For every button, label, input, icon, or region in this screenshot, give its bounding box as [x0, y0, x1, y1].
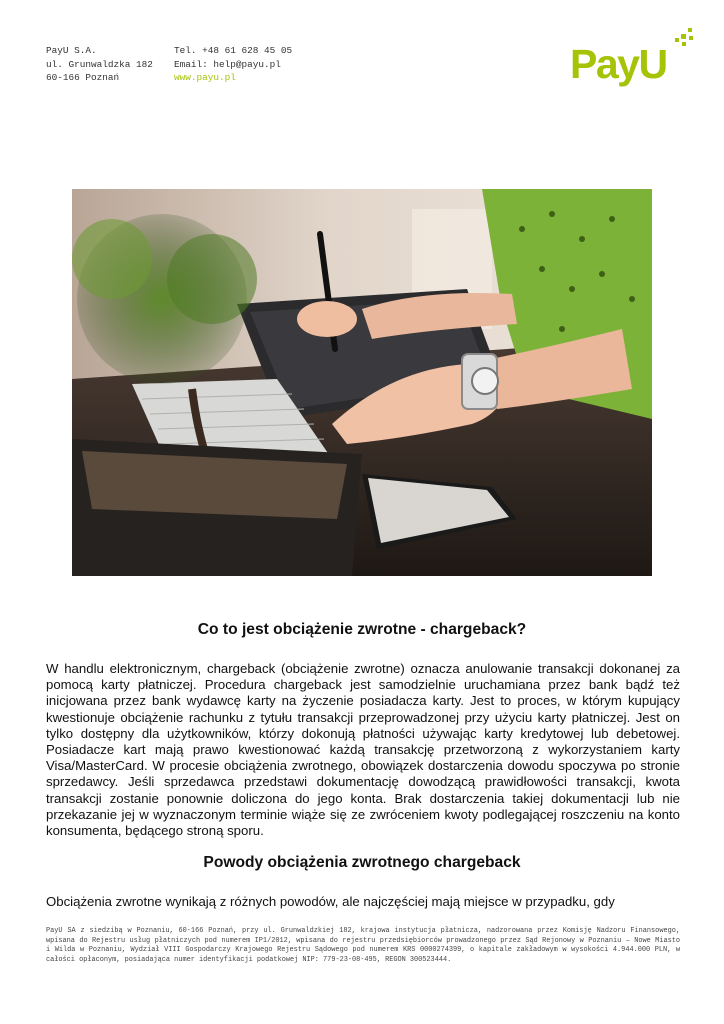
- section-heading-reasons: Powody obciążenia zwrotnego chargeback: [203, 854, 521, 871]
- company-street: ul. Grunwaldzka 182: [46, 58, 153, 70]
- section-heading-chargeback: Co to jest obciążenie zwrotne - chargeback?: [197, 621, 527, 638]
- hero-photo: [72, 189, 652, 576]
- company-contact: [174, 44, 292, 85]
- contact-email[interactable]: Email: help@payu.pl: [174, 58, 281, 70]
- company-city: 60-166 Poznań: [46, 72, 120, 84]
- chargeback-paragraph: W handlu elektronicznym, chargeback (obciążenie zwrotne) oznacza anulowanie transakcji dokonanej za pomocą karty płatniczej. Procedura chargeback jest samodzielnie uruchamiana przez bank bądź też inicjowana przez bank wydawcę karty na życzenie posiadacza karty. Jest to proces, w którym kupujący kwestionuje obciążenie rachunku z tytułu transakcji przeprowadzonej przy użyciu karty płatniczej. Jest on tylko dostępny dla użytkowników, którzy dokonują płatności używając karty kredytowej lub debetowej. Posiadacze kart mają prawo kwestionować każdą transakcję przetworzoną z wykorzystaniem karty Visa/MasterCard. W procesie obciążenia zwrotnego, obowiązek dostarczenia dowodu spoczywa po stronie sprzedawcy. Jeśli sprzedawca przedstawi dokumentację dowodzącą prawidłowości transakcji, kwota transakcji zostanie ponownie doliczona do jego konta. Brak dostarczenia takiej dokumentacji lub nie przekazanie jej w wyznaczonym terminie wiąże się ze zwróceniem kwoty podlegającej roszczeniu na konto konsumenta, będącego stroną sporu.: [46, 661, 680, 839]
- company-address: [46, 44, 153, 85]
- photo-woman-drawing-tablet: [72, 189, 652, 576]
- contact-website[interactable]: www.payu.pl: [174, 72, 236, 84]
- company-name: PayU S.A.: [46, 45, 97, 56]
- legal-footer: PayU SA z siedzibą w Poznaniu, 60-166 Poznań, przy ul. Grunwaldzkiej 182, krajowa instytucja płatnicza, nadzorowana przez Komisję Nadzoru Finansowego, wpisana do Rejestru usług płatniczych pod numerem IP1/2012, wpisana do rejestru przedsiębiorców prowadzonego przez Sąd Rejonowy w Poznaniu – Nowe Miasto i Wilda w Poznaniu, Wydział VIII Gospodarczy Krajowego Rejestru Sądowego pod numerem KRS 0000274399, o kapitale zakładowym w wysokości 4.944.000 PLN, w całości opłaconym, posiadająca numer identyfikacji podatkowej NIP: 779-23-08-495, REGON 300523444.: [46, 927, 680, 965]
- reasons-paragraph: Obciążenia zwrotne wynikają z różnych powodów, ale najczęściej mają miejsce w przypadku, gdy: [46, 894, 615, 909]
- payu-logo-text: PayU: [570, 41, 667, 87]
- contact-phone: Tel. +48 61 628 45 05: [174, 45, 293, 56]
- payu-logo: [568, 28, 698, 96]
